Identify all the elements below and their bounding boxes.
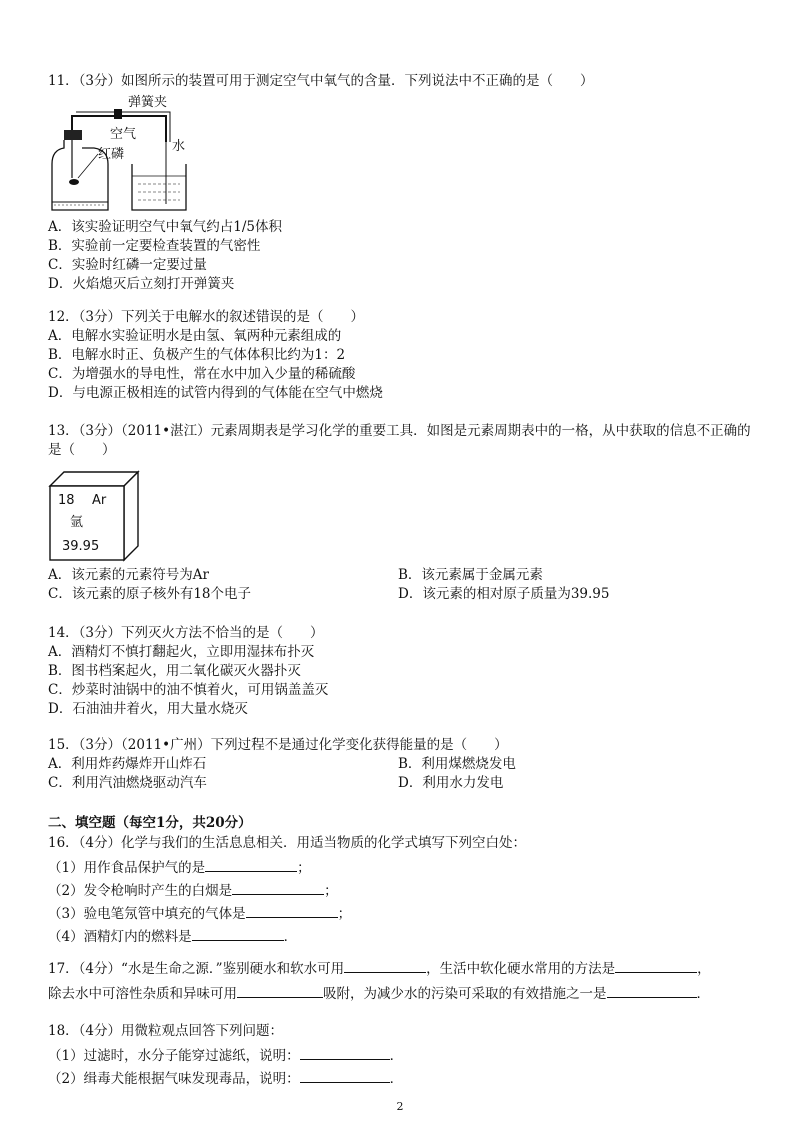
question-16-item-1 bbox=[48, 857, 758, 876]
item-text: （3）验电笔氖管中填充的气体是 bbox=[48, 906, 246, 922]
section-2-title-text: 二、填空题（每空1分，共20分） bbox=[48, 815, 252, 831]
question-13-options bbox=[48, 566, 758, 604]
question-15 bbox=[48, 736, 758, 793]
answer-blank[interactable] bbox=[232, 880, 324, 895]
question-18 bbox=[48, 1022, 758, 1087]
item-text: （1）过滤时，水分子能穿过滤纸，说明： bbox=[48, 1048, 300, 1064]
q17-text-5: 吸附，为减少水的污染可采取的有效措施之一是 bbox=[323, 986, 607, 1002]
item-text: （2）缉毒犬能根据气味发现毒品，说明： bbox=[48, 1071, 300, 1087]
question-16-item-4 bbox=[48, 926, 758, 945]
question-13-stem-line1: 13．（3分）（2011•湛江）元素周期表是学习化学的重要工具．如图是元素周期表中的一格，从中获取的信息不正确的 bbox=[48, 423, 751, 439]
answer-blank[interactable] bbox=[192, 926, 284, 941]
section-2-title bbox=[48, 814, 758, 833]
item-end: ． bbox=[389, 1071, 404, 1087]
question-13 bbox=[48, 422, 758, 460]
element-symbol: Ar bbox=[92, 493, 107, 508]
option-15-b[interactable]: B．利用煤燃烧发电 bbox=[398, 756, 516, 772]
item-end: ． bbox=[389, 1048, 404, 1064]
question-16-item-2 bbox=[48, 880, 758, 899]
beaker bbox=[132, 164, 186, 210]
stopper bbox=[64, 130, 82, 140]
option-13-d[interactable]: D．该元素的相对原子质量为39.95 bbox=[398, 586, 610, 602]
phosphorus-spoon bbox=[69, 179, 79, 185]
item-text: （4）酒精灯内的燃料是 bbox=[48, 929, 192, 945]
clip-label: 弹簧夹 bbox=[128, 95, 168, 110]
option-11-b[interactable]: B．实验前一定要检查装置的气密性 bbox=[48, 238, 261, 254]
atomic-number: 18 bbox=[58, 493, 75, 508]
question-17-line-1 bbox=[48, 958, 760, 977]
question-17 bbox=[48, 958, 760, 1002]
phosphorus-label: 红磷 bbox=[98, 147, 125, 162]
item-end: ； bbox=[324, 883, 338, 899]
item-end: ； bbox=[337, 906, 352, 922]
option-15-a[interactable]: A．利用炸药爆炸开山炸石 bbox=[48, 756, 207, 772]
option-13-a[interactable]: A．该元素的元素符号为Ar bbox=[48, 567, 209, 583]
answer-blank[interactable] bbox=[237, 983, 323, 998]
option-13-b[interactable]: B．该元素属于金属元素 bbox=[398, 567, 543, 583]
q17-text-2: ，生活中软化硬水常用的方法是 bbox=[426, 961, 616, 977]
option-11-c[interactable]: C．实验时红磷一定要过量 bbox=[48, 257, 207, 273]
option-15-d[interactable]: D．利用水力发电 bbox=[398, 775, 504, 791]
option-12-d[interactable]: D．与电源正极相连的试管内得到的气体能在空气中燃烧 bbox=[48, 385, 383, 401]
answer-blank[interactable] bbox=[246, 903, 338, 918]
question-18-item-1 bbox=[48, 1045, 758, 1064]
option-14-b[interactable]: B．图书档案起火，用二氧化碳灭火器扑灭 bbox=[48, 663, 301, 679]
answer-blank[interactable] bbox=[300, 1045, 390, 1060]
question-11 bbox=[48, 72, 758, 91]
air-label: 空气 bbox=[110, 127, 137, 142]
item-text: （1）用作食品保护气的是 bbox=[48, 860, 206, 876]
element-name: 氩 bbox=[70, 515, 84, 530]
question-16-item-3 bbox=[48, 903, 758, 922]
option-12-c[interactable]: C．为增强水的导电性，常在水中加入少量的稀硫酸 bbox=[48, 366, 356, 382]
item-end: ； bbox=[297, 860, 311, 876]
question-16-stem: 16．（4分）化学与我们的生活息息相关．用适当物质的化学式填写下列空白处： bbox=[48, 835, 527, 851]
question-11-options bbox=[48, 218, 758, 294]
page-number: 2 bbox=[396, 1100, 404, 1113]
option-14-a[interactable]: A．酒精灯不慎打翻起火，立即用湿抹布扑灭 bbox=[48, 644, 315, 660]
answer-blank[interactable] bbox=[615, 958, 697, 973]
q17-text-4: 除去水中可溶性杂质和异味可用 bbox=[48, 986, 237, 1002]
question-17-line-2 bbox=[48, 983, 760, 1002]
question-18-item-2 bbox=[48, 1068, 758, 1087]
option-11-d[interactable]: D．火焰熄灭后立刻打开弹簧夹 bbox=[48, 276, 235, 292]
water-label: 水 bbox=[172, 139, 186, 154]
option-15-c[interactable]: C．利用汽油燃烧驱动汽车 bbox=[48, 775, 207, 791]
question-18-stem: 18．（4分）用微粒观点回答下列问题： bbox=[48, 1023, 284, 1039]
question-14 bbox=[48, 624, 758, 719]
oxygen-apparatus-figure bbox=[48, 92, 198, 220]
option-14-c[interactable]: C．炒菜时油锅中的油不慎着火，可用锅盖盖灭 bbox=[48, 682, 329, 698]
option-11-a[interactable]: A．该实验证明空气中氧气约占1/5体积 bbox=[48, 219, 282, 235]
answer-blank[interactable] bbox=[344, 958, 426, 973]
answer-blank[interactable] bbox=[205, 857, 297, 872]
item-text: （2）发令枪响时产生的白烟是 bbox=[48, 883, 233, 899]
q17-text-1: 17．（4分）“水是生命之源．”鉴别硬水和软水可用 bbox=[48, 961, 345, 977]
answer-blank[interactable] bbox=[607, 983, 697, 998]
question-12 bbox=[48, 308, 758, 403]
spring-clip bbox=[114, 109, 122, 119]
question-11-stem: 11．（3分）如图所示的装置可用于测定空气中氧气的含量．下列说法中不正确的是（ ） bbox=[48, 73, 594, 89]
item-end: ． bbox=[283, 929, 298, 945]
atomic-mass: 39.95 bbox=[62, 539, 100, 554]
option-14-d[interactable]: D．石油油井着火，用大量水烧灭 bbox=[48, 701, 248, 717]
option-12-a[interactable]: A．电解水实验证明水是由氢、氧两种元素组成的 bbox=[48, 328, 342, 344]
question-14-stem: 14．（3分）下列灭火方法不恰当的是（ ） bbox=[48, 625, 324, 641]
question-13-stem-line2: 是（ ） bbox=[48, 442, 116, 458]
q17-text-3: ， bbox=[697, 961, 711, 977]
option-12-b[interactable]: B．电解水时正、负极产生的气体体积比约为1：2 bbox=[48, 347, 346, 363]
q17-text-6: ． bbox=[696, 986, 710, 1002]
question-12-stem: 12．（3分）下列关于电解水的叙述错误的是（ ） bbox=[48, 309, 365, 325]
answer-blank[interactable] bbox=[300, 1068, 390, 1083]
periodic-table-cell bbox=[48, 470, 144, 562]
question-15-stem: 15．（3分）（2011•广州）下列过程不是通过化学变化获得能量的是（ ） bbox=[48, 737, 508, 753]
question-16 bbox=[48, 834, 758, 945]
option-13-c[interactable]: C．该元素的原子核外有18个电子 bbox=[48, 586, 252, 602]
